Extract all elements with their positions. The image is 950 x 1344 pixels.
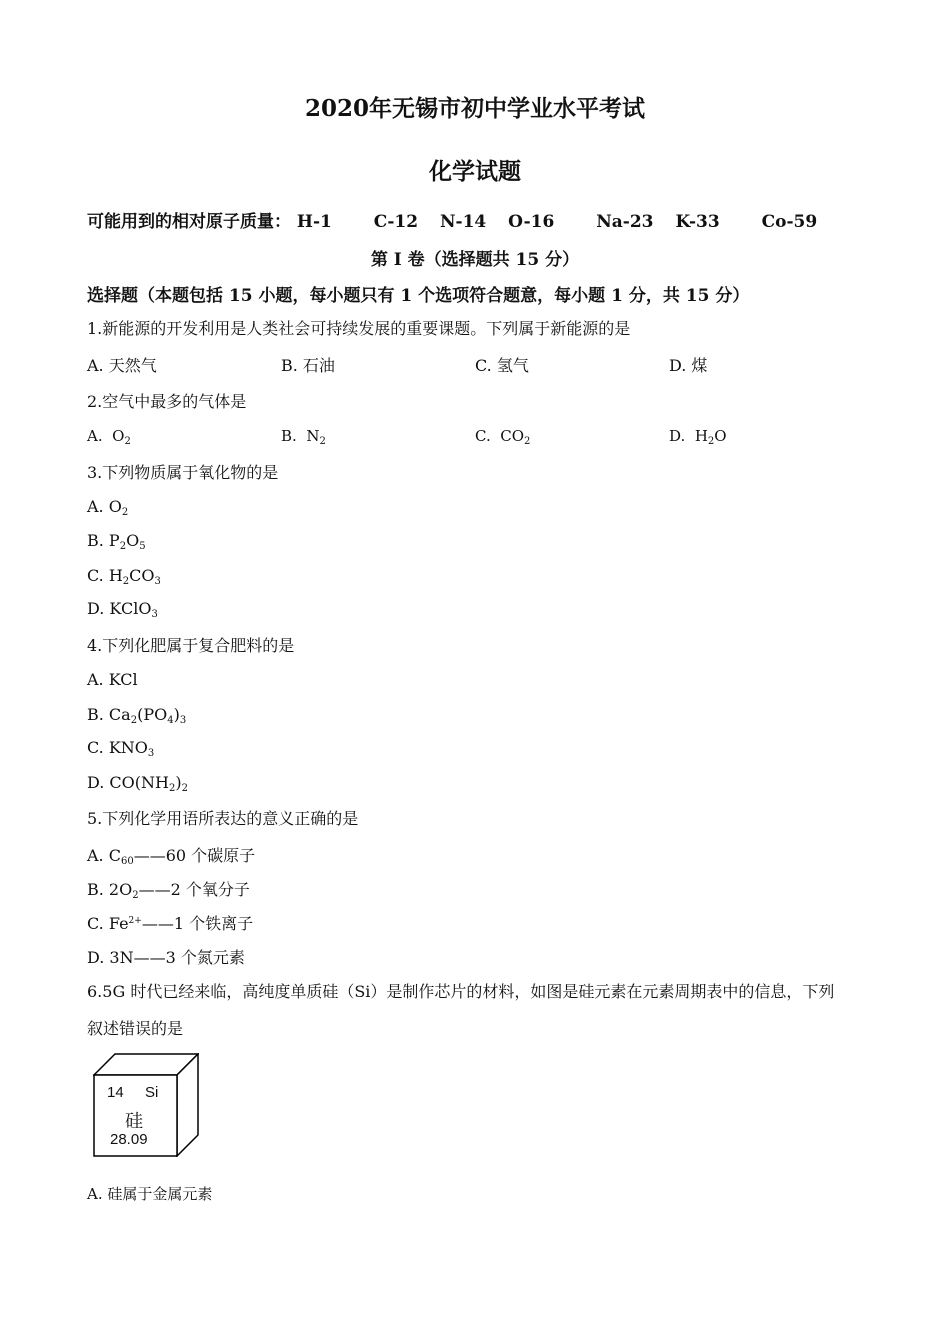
tile-symbol: Si: [145, 1084, 159, 1101]
atomic-mass-label: 可能用到的相对原子质量：: [87, 212, 291, 232]
q5-option-a: [87, 843, 255, 867]
mass-c: C-12: [373, 212, 419, 232]
q1-option-b: B. 石油: [281, 356, 335, 375]
q2-d-formula-pre: H: [694, 427, 708, 445]
mass-n: N-14: [439, 212, 487, 232]
q6-option-a: A. 硅属于金属元素: [87, 1185, 213, 1203]
q3-option-b: [87, 531, 146, 552]
q4-d-text-2: ): [175, 773, 182, 792]
q4-b-sub-3: 3: [179, 715, 187, 726]
q2-b-sub: 2: [319, 436, 326, 447]
q4-d-text-1: D. CO(NH: [87, 773, 169, 792]
q3-option-c: [87, 566, 161, 587]
q5-c-text-1: C. Fe: [87, 914, 129, 933]
q1-option-d: D. 煤: [669, 356, 708, 375]
q5-c-sup: 2+: [128, 916, 142, 926]
exam-title: 2020年无锡市初中学业水平考试: [304, 95, 645, 122]
q3-option-d: [87, 599, 158, 620]
q1-option-c: C. 氢气: [475, 356, 529, 375]
q3-d-text: D. KClO: [87, 599, 152, 618]
q1-option-a: A. 天然气: [87, 356, 157, 375]
section-heading: 第 I 卷（选择题共 15 分）: [370, 250, 580, 270]
q2-a-formula: O: [112, 427, 125, 445]
q3-option-a: [87, 497, 128, 518]
q4-b-text-2: (PO: [137, 705, 168, 724]
q3-b-text-2: O: [126, 531, 140, 550]
q4-option-c: [87, 738, 154, 759]
q3-c-text-1: C. H: [87, 566, 123, 585]
q3-a-text: A. O: [87, 497, 122, 516]
q5-b-sub: 2: [132, 890, 139, 901]
silicon-element-tile: [93, 1053, 199, 1157]
q2-a-sub: 2: [124, 436, 131, 447]
q4-d-sub-2: 2: [181, 783, 188, 794]
tile-element-name: 硅: [125, 1111, 143, 1132]
q2-d-formula-post: O: [714, 427, 727, 445]
q5-b-text-1: B. 2O: [87, 880, 133, 899]
q4-c-sub: 3: [147, 748, 155, 759]
q3-b-sub-1: 2: [119, 541, 127, 552]
mass-h: H-1: [296, 212, 332, 232]
q5-a-sub: 60: [120, 856, 134, 867]
q5-a-text-2: ——60 个碳原子: [133, 846, 256, 865]
tile-atomic-number: 14: [107, 1084, 124, 1101]
q3-b-sub-2: 5: [139, 541, 146, 552]
q2-option-b: [281, 427, 326, 447]
q4-b-text-3: ): [173, 705, 180, 724]
question-2-stem: 2.空气中最多的气体是: [87, 392, 247, 411]
mass-k: K-33: [675, 212, 720, 232]
q4-option-a: A. KCl: [87, 670, 138, 689]
question-6-stem-line-2: 叙述错误的是: [87, 1019, 184, 1038]
q3-b-text-1: B. P: [87, 531, 120, 550]
question-6-stem-line-1: 6.5G 时代已经来临，高纯度单质硅（Si）是制作芯片的材料，如图是硅元素在元素周期表中的信息，下列: [87, 982, 835, 1001]
q2-d-sub: 2: [707, 436, 715, 447]
section-instruction: 选择题（本题包括 15 小题，每小题只有 1 个选项符合题意，每小题 1 分，共 15 分）: [87, 286, 750, 306]
q5-a-text-1: A. C: [87, 846, 121, 865]
q2-b-label: B.: [281, 427, 297, 445]
q4-b-text-1: B. Ca: [87, 705, 131, 724]
q2-option-d: [669, 427, 727, 447]
exam-subtitle: 化学试题: [429, 158, 521, 185]
q3-c-text-2: CO: [129, 566, 155, 585]
q3-c-sub-2: 3: [154, 576, 161, 587]
mass-na: Na-23: [596, 212, 654, 232]
q4-option-d: [87, 773, 188, 794]
question-3-stem: 3.下列物质属于氧化物的是: [87, 463, 279, 482]
q2-option-a: [87, 427, 131, 447]
q2-b-formula: N: [306, 427, 320, 445]
q2-c-sub: 2: [524, 436, 531, 447]
q5-option-d: D. 3N——3 个氮元素: [87, 948, 245, 967]
q2-option-c: [475, 427, 530, 447]
q4-b-sub-2: 4: [167, 715, 174, 726]
q4-option-b: [87, 705, 186, 726]
q3-a-sub: 2: [121, 507, 129, 518]
q3-d-sub: 3: [151, 609, 158, 620]
q4-c-text: C. KNO: [87, 738, 148, 757]
question-5-stem: 5.下列化学用语所表达的意义正确的是: [87, 809, 359, 828]
q2-c-formula: CO: [500, 427, 525, 445]
q4-b-sub-1: 2: [130, 715, 138, 726]
question-4-stem: 4.下列化肥属于复合肥料的是: [87, 636, 295, 655]
atomic-mass-line: [87, 207, 817, 232]
q2-d-label: D.: [669, 427, 686, 445]
mass-co: Co-59: [761, 212, 818, 232]
q2-c-label: C.: [475, 427, 491, 445]
tile-atomic-mass: 28.09: [110, 1131, 148, 1148]
question-1-stem: 1.新能源的开发利用是人类社会可持续发展的重要课题。下列属于新能源的是: [87, 319, 631, 338]
q5-c-text-2: ——1 个铁离子: [141, 914, 254, 933]
mass-o: O-16: [508, 212, 555, 232]
q5-option-b: [87, 877, 250, 901]
q5-option-c: [87, 911, 253, 934]
q5-b-text-2: ——2 个氧分子: [138, 880, 250, 899]
q2-a-label: A.: [87, 427, 103, 445]
q4-d-sub-1: 2: [168, 783, 176, 794]
q3-c-sub-1: 2: [122, 576, 130, 587]
